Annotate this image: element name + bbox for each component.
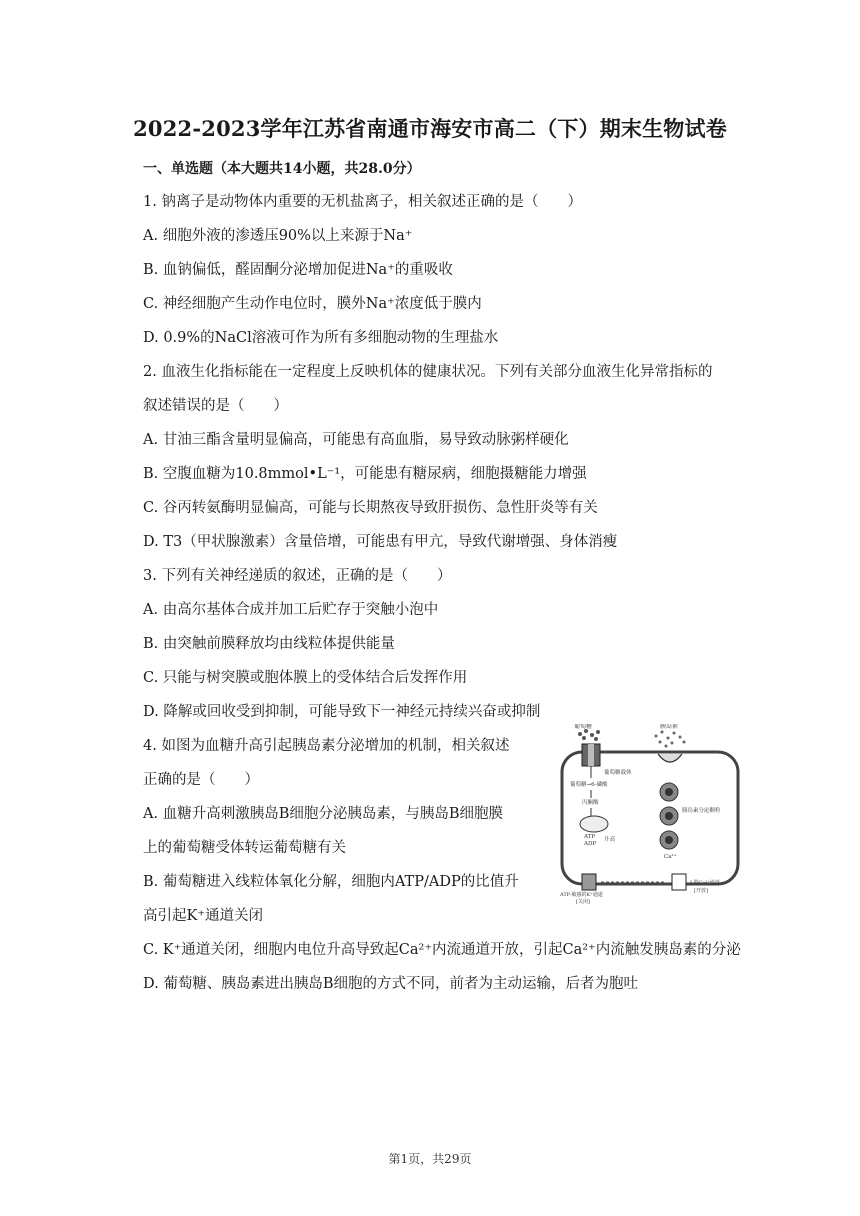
question-4-option-b-cont: 高引起K⁺通道关闭: [143, 908, 263, 924]
section-heading: 一、单选题（本大题共14小题，共28.0分）: [143, 161, 421, 177]
question-1-option-a: A. 细胞外液的渗透压90%以上来源于Na⁺: [143, 228, 413, 244]
g6p-label: 葡萄糖→6-磷酸: [570, 782, 608, 788]
question-1-option-d: D. 0.9%的NaCl溶液可作为所有多细胞动物的生理盐水: [143, 330, 499, 346]
katp-channel-icon: [582, 874, 596, 890]
adp-label: ADP: [584, 841, 597, 847]
page-footer: 第1页，共29页: [388, 1152, 472, 1166]
question-4-stem: 4. 如图为血糖升高引起胰岛素分泌增加的机制，相关叙述: [143, 738, 510, 754]
granules-label: 胰岛素分泌颗粒: [682, 808, 721, 814]
atp-label: ATP: [584, 834, 596, 840]
question-3-option-a: A. 由高尔基体合成并加工后贮存于突触小泡中: [143, 602, 439, 618]
question-1-option-c: C. 神经细胞产生动作电位时，膜外Na⁺浓度低于膜内: [143, 296, 482, 312]
glucose-label: 葡萄糖: [574, 724, 593, 730]
question-1-stem: 1. 钠离子是动物体内重要的无机盐离子，相关叙述正确的是（ ）: [143, 194, 582, 210]
question-4-option-a-cont: 上的葡萄糖受体转运葡萄糖有关: [143, 840, 346, 856]
insulin-label: 胰岛素: [660, 724, 679, 730]
exocytosis-icon: [658, 754, 682, 762]
question-4-option-a: A. 血糖升高刺激胰岛B细胞分泌胰岛素，与胰岛B细胞膜: [143, 806, 503, 822]
transporter-label: 葡萄糖载体: [604, 770, 632, 776]
beta-cell-diagram: [556, 724, 746, 904]
pyruvate-label: 丙酮酸: [582, 800, 599, 806]
question-3-option-b: B. 由突触前膜释放均由线粒体提供能量: [143, 636, 395, 652]
ca-label: Ca²⁺: [664, 854, 677, 860]
question-2-stem-cont: 叙述错误的是（ ）: [143, 398, 288, 414]
katp-state-label: [关闭]: [576, 899, 590, 904]
ltype-state-label: [开放]: [694, 888, 708, 894]
question-2-option-d: D. T3（甲状腺激素）含量倍增，可能患有甲亢，导致代谢增强、身体消瘦: [143, 534, 618, 550]
question-4-option-d: D. 葡萄糖、胰岛素进出胰岛B细胞的方式不同，前者为主动运输，后者为胞吐: [143, 976, 638, 992]
page-title: 2022-2023学年江苏省南通市海安市高二（下）期末生物试卷: [133, 116, 727, 141]
question-2-option-c: C. 谷丙转氨酶明显偏高，可能与长期熬夜导致肝损伤、急性肝炎等有关: [143, 500, 598, 516]
ltype-label: L型Ca²⁺通道: [690, 880, 720, 886]
question-4-option-c: C. K⁺通道关闭，细胞内电位升高导致起Ca²⁺内流通道开放，引起Ca²⁺内流触发胰岛素的分泌: [143, 942, 741, 958]
question-3-option-c: C. 只能与树突膜或胞体膜上的受体结合后发挥作用: [143, 670, 468, 686]
question-2-option-b: B. 空腹血糖为10.8mmol•L⁻¹，可能患有糖尿病，细胞摄糖能力增强: [143, 466, 587, 482]
question-4-option-b: B. 葡萄糖进入线粒体氧化分解，细胞内ATP/ADP的比值升: [143, 874, 519, 890]
question-2-option-a: A. 甘油三酯含量明显偏高，可能患有高血脂，易导致动脉粥样硬化: [143, 432, 569, 448]
insulin-molecules-icon: [655, 731, 686, 748]
rise-label: 升高: [604, 837, 616, 843]
question-3-stem: 3. 下列有关神经递质的叙述，正确的是（ ）: [143, 568, 452, 584]
question-3-option-d: D. 降解或回收受到抑制，可能导致下一神经元持续兴奋或抑制: [143, 704, 541, 720]
glucose-transporter-icon: [582, 744, 600, 766]
ltype-channel-icon: [672, 874, 686, 890]
question-2-stem: 2. 血液生化指标能在一定程度上反映机体的健康状况。下列有关部分血液生化异常指标的: [143, 364, 713, 380]
katp-label: ATP-敏感的K⁺通道: [560, 892, 603, 898]
question-4-stem-cont: 正确的是（ ）: [143, 772, 259, 788]
mitochondrion-icon: [580, 816, 608, 832]
glucose-molecules-icon: [578, 729, 600, 741]
question-1-option-b: B. 血钠偏低，醛固酮分泌增加促进Na⁺的重吸收: [143, 262, 453, 278]
insulin-granules-icon: [660, 783, 678, 849]
